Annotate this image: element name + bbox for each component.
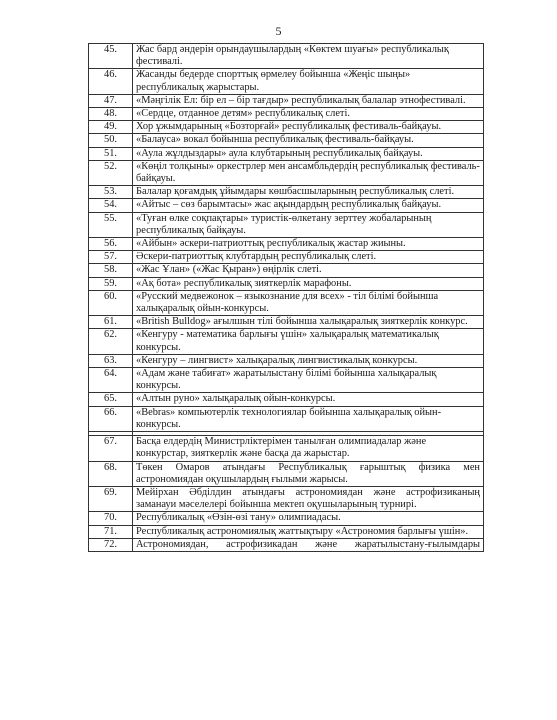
row-text: Республикалық «Өзін-өзі тану» олимпиадасы. <box>133 512 484 525</box>
row-number: 65. <box>89 393 133 406</box>
row-number: 59. <box>89 277 133 290</box>
row-number: 70. <box>89 512 133 525</box>
table-row <box>89 108 484 121</box>
row-number: 58. <box>89 264 133 277</box>
row-text: «Кенгуру – лингвист» халықаралық лингвистикалық конкурсы. <box>133 354 484 367</box>
table-row <box>89 251 484 264</box>
row-text: «Жас Ұлан» («Жас Қыран») өңірлік слеті. <box>133 264 484 277</box>
table-row <box>89 461 484 486</box>
row-number: 69. <box>89 486 133 511</box>
row-number: 48. <box>89 108 133 121</box>
row-text: Республикалық астрономиялық жаттықтыру «Астрономия барлығы үшін». <box>133 525 484 538</box>
table-row <box>89 160 484 185</box>
row-text: Хор ұжымдарының «Бозторғай» республикалық фестиваль-байқауы. <box>133 121 484 134</box>
table-row <box>89 277 484 290</box>
table-row <box>89 486 484 511</box>
table-row <box>89 44 484 69</box>
table-row <box>89 290 484 315</box>
row-text: Төкен Омаров атындағы Республикалық ғарыштық физика мен астрономиядан оқушылардың ғылыми жарысы. <box>133 461 484 486</box>
row-text: Балалар қоғамдық ұйымдары көшбасшыларының республикалық слеті. <box>133 186 484 199</box>
row-number: 55. <box>89 212 133 237</box>
row-text: «Ақ бота» республикалық зияткерлік марафоны. <box>133 277 484 290</box>
row-text: «Кенгуру - математика барлығы үшін» халықаралық математикалық конкурсы. <box>133 329 484 354</box>
page-number: 5 <box>275 24 282 38</box>
table-row <box>89 512 484 525</box>
row-text: «Адам және табиғат» жаратылыстану білімі бойынша халықаралық конкурсы. <box>133 368 484 393</box>
table-row <box>89 354 484 367</box>
row-text: «Аула жұлдыздары» аула клубтарының республикалық байқауы. <box>133 147 484 160</box>
row-text: «Мәңгілік Ел: бір ел – бір тағдыр» республикалық балалар этнофестивалі. <box>133 94 484 107</box>
table-row <box>89 69 484 94</box>
row-text: Басқа елдердің Министрліктерімен танылған олимпиадалар және конкурстар, зияткерлік және басқа да жарыстар. <box>133 436 484 461</box>
row-number: 60. <box>89 290 133 315</box>
row-text: «Сердце, отданное детям» республикалық слеті. <box>133 108 484 121</box>
row-number: 49. <box>89 121 133 134</box>
table-row <box>89 147 484 160</box>
row-text: «Bebras» компьютерлік технологиялар бойынша халықаралық ойын-конкурсы. <box>133 406 484 431</box>
row-number: 51. <box>89 147 133 160</box>
row-number: 63. <box>89 354 133 367</box>
row-number: 68. <box>89 461 133 486</box>
row-text: Әскери-патриоттық клубтардың республикалық слеті. <box>133 251 484 264</box>
row-number: 54. <box>89 199 133 212</box>
table-row <box>89 264 484 277</box>
row-number: 56. <box>89 238 133 251</box>
row-number: 72. <box>89 538 133 551</box>
row-number: 53. <box>89 186 133 199</box>
table-row <box>89 525 484 538</box>
row-number: 62. <box>89 329 133 354</box>
table-row <box>89 316 484 329</box>
table-row <box>89 436 484 461</box>
row-number: 66. <box>89 406 133 431</box>
row-number: 71. <box>89 525 133 538</box>
row-text: «Айтыс – сөз барымтасы» жас ақындардың республикалық байқауы. <box>133 199 484 212</box>
table-row <box>89 538 484 551</box>
table-row <box>89 406 484 431</box>
table-row <box>89 186 484 199</box>
row-number: 64. <box>89 368 133 393</box>
table-row <box>89 368 484 393</box>
table-row <box>89 238 484 251</box>
row-text: «Балауса» вокал бойынша республикалық фестиваль-байқауы. <box>133 134 484 147</box>
row-number: 57. <box>89 251 133 264</box>
row-text: «Көңіл толқыны» оркестрлер мен ансамбльдердің республикалық фестиваль-байқауы. <box>133 160 484 185</box>
row-text: Жасанды бедерде спорттық өрмелеу бойынша «Жеңіс шыңы» республикалық жарыстары. <box>133 69 484 94</box>
row-number: 45. <box>89 44 133 69</box>
row-text: Жас бард әндерін орындаушылардың «Көктем шуағы» республикалық фестивалі. <box>133 44 484 69</box>
row-number: 47. <box>89 94 133 107</box>
row-text: Мейірхан Әбділдин атындағы астрономиядан және астрофизиканың заманауи мәселелері бойынша мектеп оқушыларының турнирі. <box>133 486 484 511</box>
row-text: «Айбын» әскери-патриоттық республикалық жастар жиыны. <box>133 238 484 251</box>
row-text: «Туған өлке соқпақтары» туристік-өлкетану зерттеу жобаларының республикалық байқауы. <box>133 212 484 237</box>
table-row <box>89 199 484 212</box>
table-row <box>89 121 484 134</box>
row-number: 67. <box>89 436 133 461</box>
row-number: 46. <box>89 69 133 94</box>
events-table <box>88 43 484 552</box>
table-row <box>89 212 484 237</box>
row-number: 61. <box>89 316 133 329</box>
table-row <box>89 134 484 147</box>
row-text: «Русский медвежонок – языкознание для всех» - тіл білімі бойынша халықаралық ойын-конкурсы. <box>133 290 484 315</box>
table-row <box>89 329 484 354</box>
row-text: «British Bulldog» ағылшын тілі бойынша халықаралық зияткерлік конкурс. <box>133 316 484 329</box>
row-number: 50. <box>89 134 133 147</box>
table-row <box>89 94 484 107</box>
row-text: Астрономиядан, астрофизикадан және жаратылыстану-ғылымдары <box>133 538 484 551</box>
row-text: «Алтын руно» халықаралық ойын-конкурсы. <box>133 393 484 406</box>
table-row <box>89 393 484 406</box>
row-number: 52. <box>89 160 133 185</box>
